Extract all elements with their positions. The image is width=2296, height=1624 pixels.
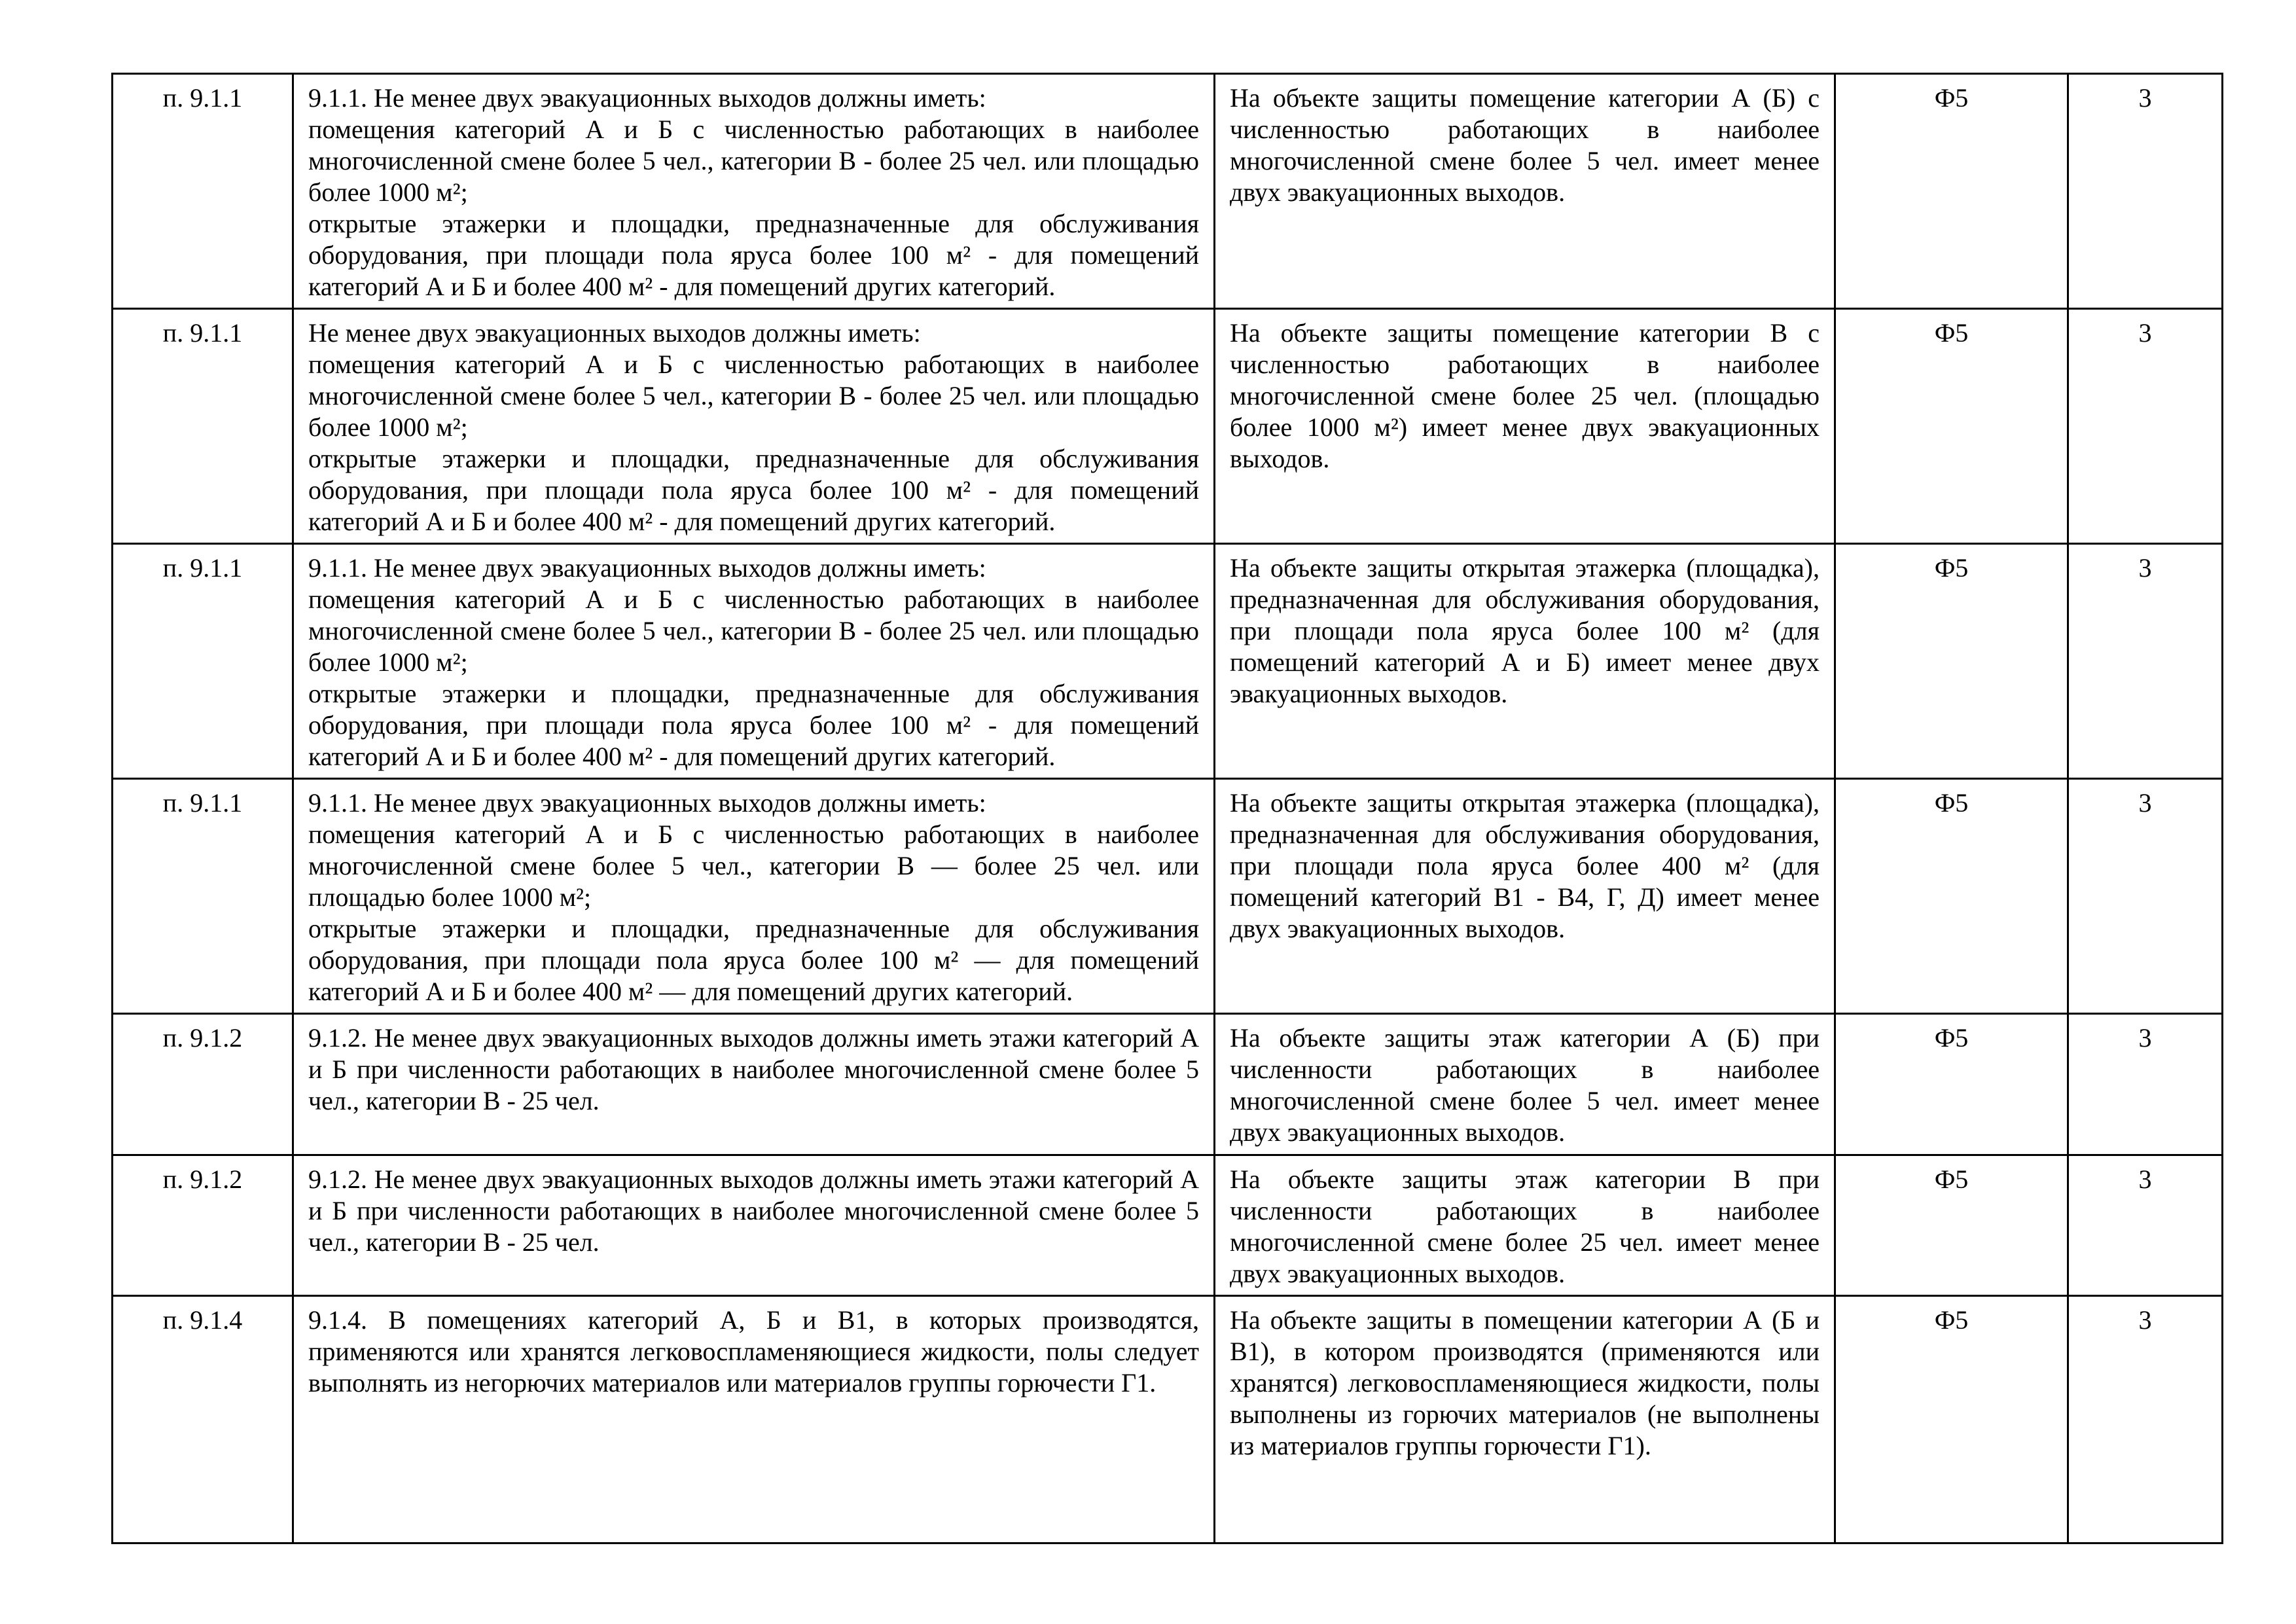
requirement-cell bbox=[293, 309, 1215, 544]
violations-table bbox=[111, 73, 2223, 1544]
requirement-text: помещения категорий А и Б с численностью работающих в наиболее многочисленной смене более 5 чел., категории В — более 25 чел. или площадью более 1000 м²; bbox=[308, 820, 1199, 912]
requirement-text: 9.1.4. В помещениях категорий А, Б и В1, в которых производятся, применяются или хранятся легковоспламеняющиеся жидкости, полы следует выполнять из негорючих материалов или материалов группы горючести Г1. bbox=[308, 1305, 1199, 1398]
table-row bbox=[113, 1155, 2223, 1296]
requirement-text: помещения категорий А и Б с численностью работающих в наиболее многочисленной смене более 5 чел., категории В - более 25 чел. или площадью более 1000 м²; bbox=[308, 115, 1199, 207]
table-body bbox=[113, 74, 2223, 1543]
table-row bbox=[113, 779, 2223, 1014]
violation-cell: На объекте защиты помещение категории А (Б) с численностью работающих в наиболее многочисленной смене более 5 чел. имеет менее двух эвакуационных выходов. bbox=[1215, 74, 1835, 309]
clause-ref-cell: п. 9.1.1 bbox=[113, 544, 293, 779]
requirement-cell bbox=[293, 1155, 1215, 1296]
category-cell: 3 bbox=[2068, 309, 2223, 544]
violation-cell: На объекте защиты открытая этажерка (площадка), предназначенная для обслуживания оборудования, при площади пола яруса более 100 м² (для помещений категорий А и Б) имеет менее двух эвакуационных выходов. bbox=[1215, 544, 1835, 779]
category-cell: 3 bbox=[2068, 544, 2223, 779]
requirement-text: открытые этажерки и площадки, предназначенные для обслуживания оборудования, при площади пола яруса более 100 м² - для помещений категорий А и Б и более 400 м² - для помещений других категорий. bbox=[308, 444, 1199, 536]
violation-cell: На объекте защиты этаж категории А (Б) при численности работающих в наиболее многочисленной смене более 5 чел. имеет менее двух эвакуационных выходов. bbox=[1215, 1014, 1835, 1155]
hazard-class-cell: Ф5 bbox=[1835, 544, 2068, 779]
clause-ref-cell: п. 9.1.1 bbox=[113, 74, 293, 309]
requirement-cell bbox=[293, 779, 1215, 1014]
requirement-text: открытые этажерки и площадки, предназначенные для обслуживания оборудования, при площади пола яруса более 100 м² - для помещений категорий А и Б и более 400 м² - для помещений других категорий. bbox=[308, 209, 1199, 301]
hazard-class-cell: Ф5 bbox=[1835, 1014, 2068, 1155]
requirement-cell bbox=[293, 544, 1215, 779]
clause-ref-cell: п. 9.1.1 bbox=[113, 309, 293, 544]
hazard-class-cell: Ф5 bbox=[1835, 74, 2068, 309]
clause-ref-cell: п. 9.1.2 bbox=[113, 1155, 293, 1296]
requirement-text: 9.1.2. Не менее двух эвакуационных выходов должны иметь этажи категорий А и Б при численности работающих в наиболее многочисленной смене более 5 чел., категории В - 25 чел. bbox=[308, 1164, 1199, 1257]
category-cell: 3 bbox=[2068, 1155, 2223, 1296]
clause-ref-cell: п. 9.1.2 bbox=[113, 1014, 293, 1155]
hazard-class-cell: Ф5 bbox=[1835, 309, 2068, 544]
requirement-text: 9.1.1. Не менее двух эвакуационных выходов должны иметь: bbox=[308, 83, 986, 113]
requirement-cell bbox=[293, 74, 1215, 309]
violation-cell: На объекте защиты в помещении категории А (Б и В1), в котором производятся (применяются или хранятся) легковоспламеняющиеся жидкости, полы выполнены из горючих материалов (не выполнены из материалов группы горючести Г1). bbox=[1215, 1296, 1835, 1543]
table-row bbox=[113, 1296, 2223, 1543]
requirement-text: открытые этажерки и площадки, предназначенные для обслуживания оборудования, при площади пола яруса более 100 м² - для помещений категорий А и Б и более 400 м² - для помещений других категорий. bbox=[308, 679, 1199, 771]
requirement-text: 9.1.2. Не менее двух эвакуационных выходов должны иметь этажи категорий А и Б при численности работающих в наиболее многочисленной смене более 5 чел., категории В - 25 чел. bbox=[308, 1023, 1199, 1115]
requirement-text: помещения категорий А и Б с численностью работающих в наиболее многочисленной смене более 5 чел., категории В - более 25 чел. или площадью более 1000 м²; bbox=[308, 585, 1199, 677]
category-cell: 3 bbox=[2068, 1014, 2223, 1155]
category-cell: 3 bbox=[2068, 779, 2223, 1014]
hazard-class-cell: Ф5 bbox=[1835, 779, 2068, 1014]
violation-cell: На объекте защиты помещение категории В с численностью работающих в наиболее многочисленной смене более 25 чел. (площадью более 1000 м²) имеет менее двух эвакуационных выходов. bbox=[1215, 309, 1835, 544]
requirement-text: 9.1.1. Не менее двух эвакуационных выходов должны иметь: bbox=[308, 553, 986, 583]
violation-cell: На объекте защиты открытая этажерка (площадка), предназначенная для обслуживания оборудования, при площади пола яруса более 400 м² (для помещений категорий В1 - В4, Г, Д) имеет менее двух эвакуационных выходов. bbox=[1215, 779, 1835, 1014]
table-row bbox=[113, 74, 2223, 309]
requirement-text: помещения категорий А и Б с численностью работающих в наиболее многочисленной смене более 5 чел., категории В - более 25 чел. или площадью более 1000 м²; bbox=[308, 350, 1199, 442]
requirement-cell bbox=[293, 1296, 1215, 1543]
table-row bbox=[113, 1014, 2223, 1155]
table-row bbox=[113, 544, 2223, 779]
hazard-class-cell: Ф5 bbox=[1835, 1296, 2068, 1543]
violation-cell: На объекте защиты этаж категории В при численности работающих в наиболее многочисленной смене более 25 чел. имеет менее двух эвакуационных выходов. bbox=[1215, 1155, 1835, 1296]
category-cell: 3 bbox=[2068, 74, 2223, 309]
table-row bbox=[113, 309, 2223, 544]
requirement-text: открытые этажерки и площадки, предназначенные для обслуживания оборудования, при площади пола яруса более 100 м² — для помещений категорий А и Б и более 400 м² — для помещений других категорий. bbox=[308, 914, 1199, 1006]
clause-ref-cell: п. 9.1.4 bbox=[113, 1296, 293, 1543]
hazard-class-cell: Ф5 bbox=[1835, 1155, 2068, 1296]
clause-ref-cell: п. 9.1.1 bbox=[113, 779, 293, 1014]
requirement-text: Не менее двух эвакуационных выходов должны иметь: bbox=[308, 318, 921, 348]
requirement-cell bbox=[293, 1014, 1215, 1155]
requirement-text: 9.1.1. Не менее двух эвакуационных выходов должны иметь: bbox=[308, 788, 986, 818]
category-cell: 3 bbox=[2068, 1296, 2223, 1543]
